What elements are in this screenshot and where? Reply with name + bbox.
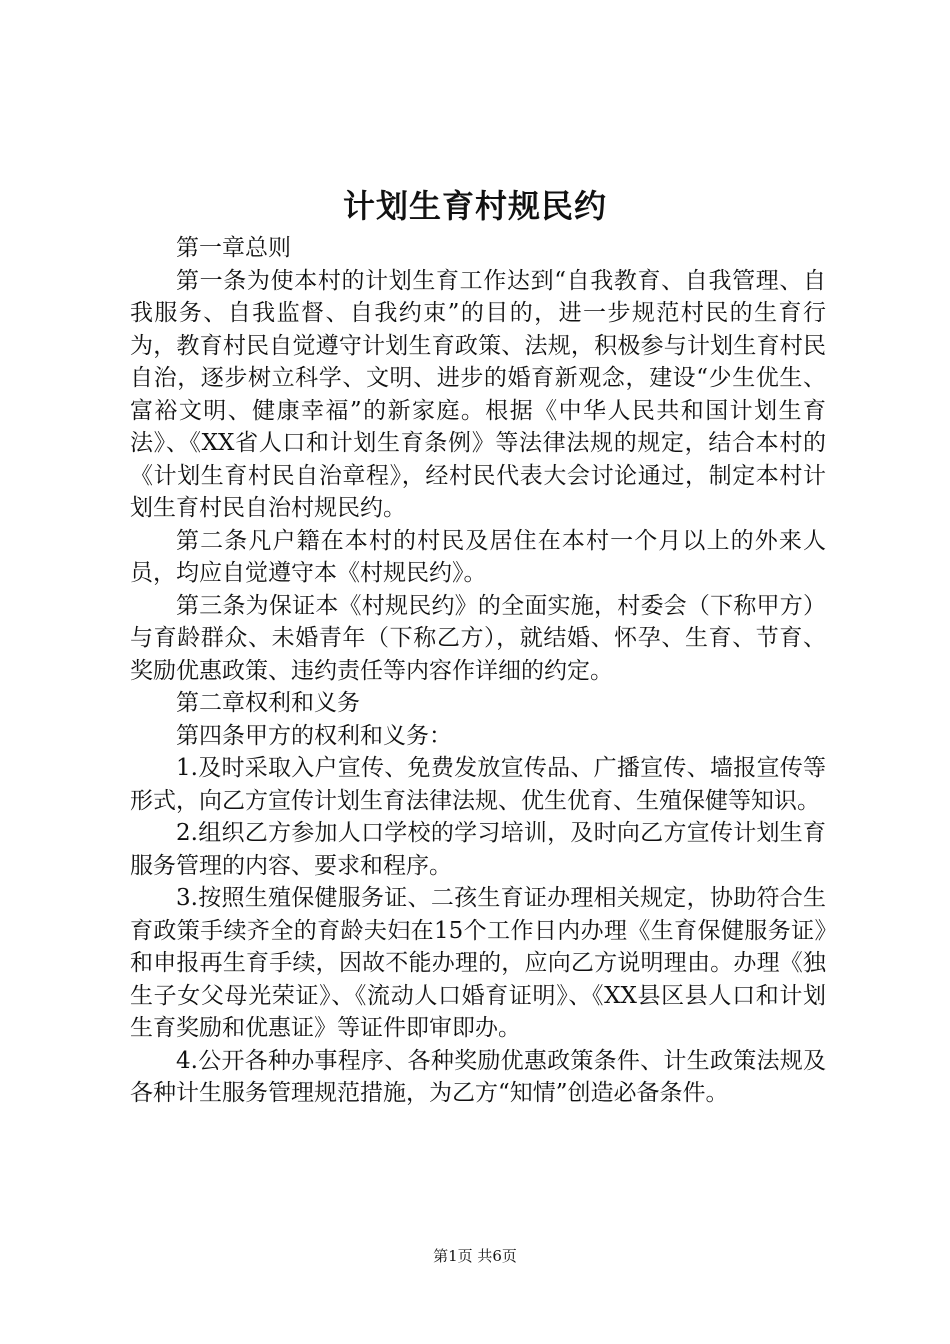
chapter-heading: 第一章总则 (176, 235, 291, 261)
article-paragraph: 第四条甲方的权利和义务： (176, 722, 452, 749)
list-item: 2.组织乙方参加人口学校的学习培训，及时向乙方宣传计划生育服务管理的内容、要求和程序。 (130, 820, 826, 879)
document-title: 计划生育村规民约 (342, 187, 607, 225)
document-body (130, 232, 826, 1110)
article-paragraph: 第二条凡户籍在本村的村民及居住在本村一个月以上的外来人员，均应自觉遵守本《村规民约》。 (130, 527, 826, 586)
page-number-footer: 第1页 共6页 (433, 1247, 517, 1265)
list-item: 1.及时采取入户宣传、免费发放宣传品、广播宣传、墙报宣传等形式，向乙方宣传计划生育法律法规、优生优育、生殖保健等知识。 (130, 755, 826, 814)
article-paragraph: 第一条为使本村的计划生育工作达到“自我教育、自我管理、自我服务、自我监督、自我约束”的目的，进一步规范村民的生育行为，教育村民自觉遵守计划生育政策、法规，积极参与计划生育村民自治，逐步树立科学、文明、进步的婚育新观念，建设“少生优生、富裕文明、健康幸福”的新家庭。根据《中华人民共和国计划生育法》、《XX省人口和计划生育条例》等法律法规的规定，结合本村的《计划生育村民自治章程》，经村民代表大会讨论通过，制定本村计划生育村民自治村规民约。 (130, 267, 826, 521)
article-paragraph: 第三条为保证本《村规民约》的全面实施，村委会（下称甲方）与育龄群众、未婚青年（下称乙方），就结婚、怀孕、生育、节育、奖励优惠政策、违约责任等内容作详细的约定。 (130, 592, 826, 684)
list-item: 4.公开各种办事程序、各种奖励优惠政策条件、计生政策法规及各种计生服务管理规范措施，为乙方“知情”创造必备条件。 (130, 1047, 826, 1106)
chapter-heading: 第二章权利和义务 (176, 690, 360, 716)
list-item: 3.按照生殖保健服务证、二孩生育证办理相关规定，协助符合生育政策手续齐全的育龄夫妇在15个工作日内办理《生育保健服务证》和申报再生育手续，因故不能办理的，应向乙方说明理由。办理《独生子女父母光荣证》、《流动人口婚育证明》、《XX县区县人口和计划生育奖励和优惠证》等证件即审即办。 (130, 885, 826, 1041)
